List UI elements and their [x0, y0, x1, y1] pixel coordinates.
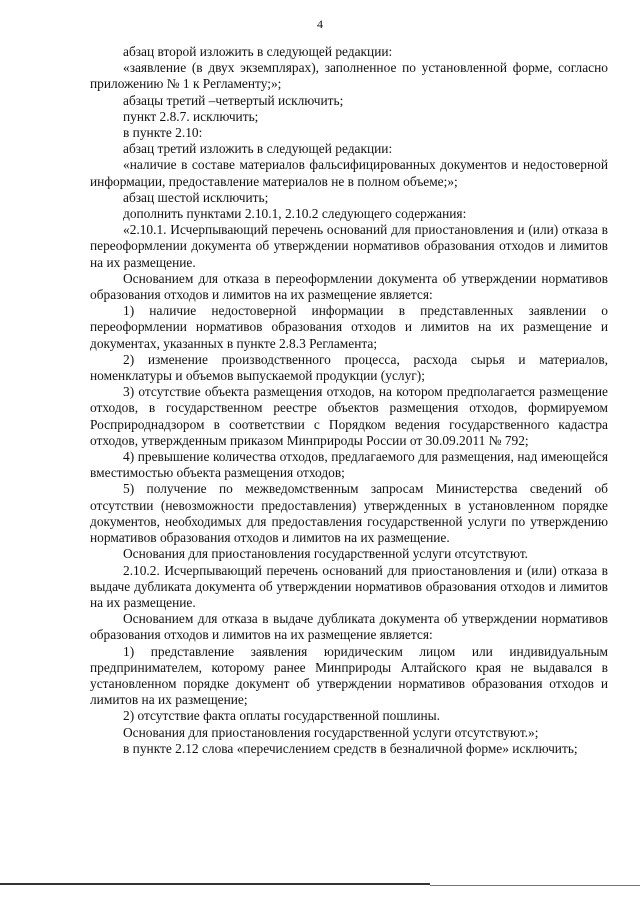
paragraph: 2) изменение производственного процесса, расхода сырья и материалов, номенклатуры и объемов выпускаемой продукции (услуг); — [90, 351, 608, 384]
document-body — [90, 44, 608, 757]
paragraph: 1) представление заявления юридическим лицом или индивидуальным предпринимателем, которому ранее Минприроды Алтайского края не выдавался в установленном порядке документ об утверждении нормативов образования отходов и лимитов на их размещение; — [90, 643, 608, 708]
paragraph: дополнить пунктами 2.10.1, 2.10.2 следующего содержания: — [123, 206, 467, 222]
paragraph: 5) получение по межведомственным запросам Министерства сведений об отсутствии (невозможности предоставления) утвержденных в установленном порядке документов, необходимых для предоставления государственной услуги по утверждению нормативов образования отходов и лимитов на их размещение. — [90, 481, 608, 546]
paragraph: пункт 2.8.7. исключить; — [123, 108, 259, 124]
paragraph: Основанием для отказа в переоформлении документа об утверждении нормативов образования отходов и лимитов на их размещение является: — [90, 270, 608, 303]
paragraph: 1) наличие недостоверной информации в представленных заявлении о переоформлении нормативов образования отходов и лимитов на их размещение и документах, указанных в пункте 2.8.3 Регламента; — [90, 303, 608, 351]
paragraph: абзац шестой исключить; — [123, 189, 269, 205]
paragraph: «2.10.1. Исчерпывающий перечень оснований для приостановления и (или) отказа в переоформлении документа об утверждении нормативов образования отходов и лимитов на их размещение. — [90, 222, 608, 270]
paragraph: абзац второй изложить в следующей редакции: — [123, 44, 393, 59]
paragraph: «заявление (в двух экземплярах), заполненное по установленной форме, согласно приложению № 1 к Регламенту;»; — [90, 60, 608, 92]
paragraph: в пункте 2.12 слова «перечислением средств в безналичной форме» исключить; — [123, 740, 578, 756]
scan-edge-line — [0, 883, 430, 885]
paragraph: «наличие в составе материалов фальсифицированных документов и недостоверной информации, предоставление материалов не в полном объеме;»; — [90, 157, 608, 189]
paragraph: абзацы третий –четвертый исключить; — [123, 92, 344, 108]
paragraph: 2) отсутствие факта оплаты государственной пошлины. — [123, 708, 440, 724]
paragraph: Основания для приостановления государственной услуги отсутствуют. — [123, 546, 529, 562]
paragraph: Основанием для отказа в выдаче дубликата документа об утверждении нормативов образования отходов и лимитов на их размещение является: — [90, 611, 608, 643]
paragraph: 2.10.2. Исчерпывающий перечень оснований для приостановления и (или) отказа в выдаче дубликата документа об утверждении нормативов образования отходов и лимитов на их размещение. — [90, 562, 608, 610]
paragraph: 3) отсутствие объекта размещения отходов, на котором предполагается размещение отходов, в государственном реестре объектов размещения отходов, формируемом Росприроднадзором в соответствии с Порядком ведения государственного кадастра отходов, утвержденным приказом Минприроды России от 30.09.2011 № 792; — [90, 384, 608, 448]
scan-edge-line — [430, 885, 640, 886]
page-number: 4 — [317, 17, 323, 31]
paragraph: Основания для приостановления государственной услуги отсутствуют.»; — [123, 724, 539, 740]
paragraph: в пункте 2.10: — [123, 125, 203, 141]
paragraph: абзац третий изложить в следующей редакции: — [123, 141, 393, 157]
paragraph: 4) превышение количества отходов, предлагаемого для размещения, над имеющейся вместимостью объекта размещения отходов; — [90, 449, 608, 481]
